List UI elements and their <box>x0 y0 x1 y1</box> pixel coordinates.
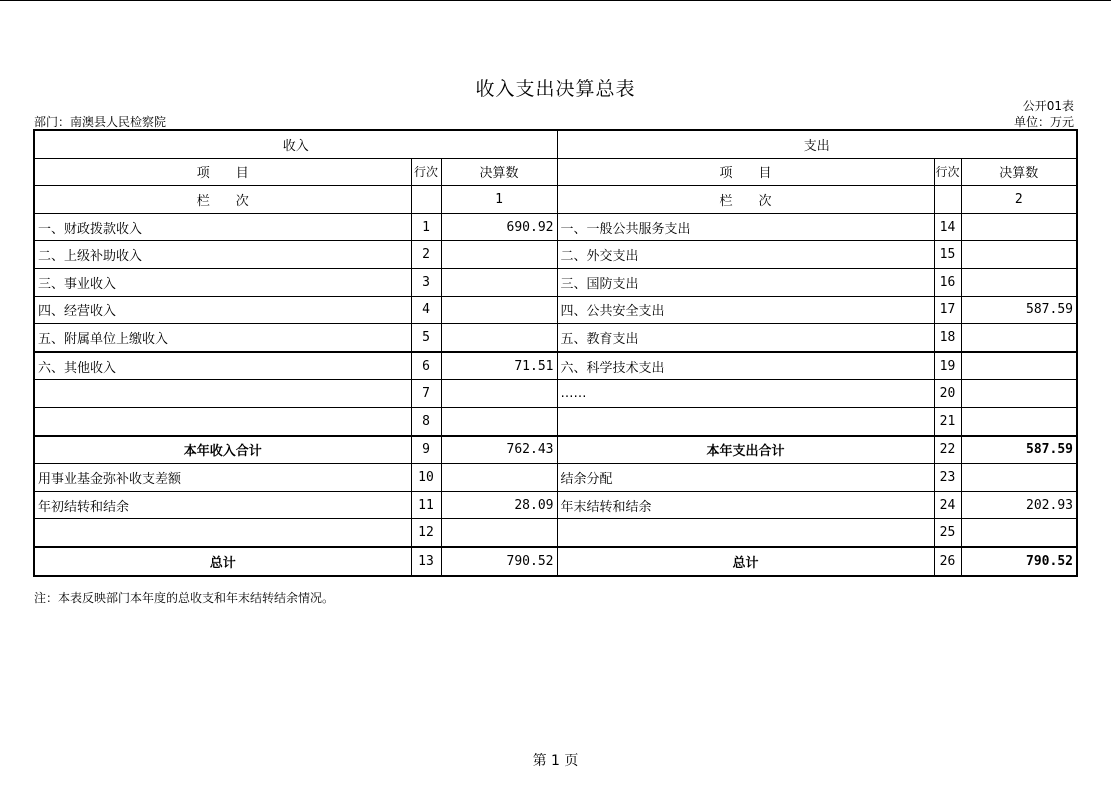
income-item-cell: 年初结转和结余 <box>34 491 411 519</box>
page-number: 第 1 页 <box>532 753 579 769</box>
footnote: 注：本表反映部门本年度的总收支和年末结转结余情况。 <box>34 591 335 605</box>
income-item-cell: 四、经营收入 <box>34 296 411 324</box>
income-expense-table <box>33 129 1078 577</box>
income-item-cell: 本年收入合计 <box>34 436 411 464</box>
income-amount-cell <box>441 241 557 269</box>
expense-item-cell: 四、公共安全支出 <box>557 296 934 324</box>
income-item-cell: 三、事业收入 <box>34 268 411 296</box>
expense-rowno-cell: 22 <box>934 436 961 464</box>
income-amount-header: 决算数 <box>441 158 557 186</box>
income-rowno-cell: 3 <box>411 268 441 296</box>
section-header-row <box>34 130 1077 158</box>
unit-label: 单位：万元 <box>1013 115 1074 129</box>
expense-item-cell: 结余分配 <box>557 464 934 492</box>
income-rowno-cell: 5 <box>411 324 441 352</box>
income-amount-cell <box>441 268 557 296</box>
income-rowno-cell: 2 <box>411 241 441 269</box>
expense-rowno-cell: 24 <box>934 491 961 519</box>
expense-item-cell: 本年支出合计 <box>557 436 934 464</box>
top-border-line <box>0 0 1111 1</box>
expense-item-cell: 二、外交支出 <box>557 241 934 269</box>
income-amount-cell: 71.51 <box>441 352 557 380</box>
expense-amount-cell: 587.59 <box>961 436 1077 464</box>
expense-item-header: 项 目 <box>557 158 934 186</box>
table-row <box>34 380 1077 408</box>
income-rowno-cell: 12 <box>411 519 441 547</box>
table-row <box>34 241 1077 269</box>
expense-amount-cell <box>961 380 1077 408</box>
income-rowno-cell: 8 <box>411 407 441 435</box>
table-body <box>34 213 1077 575</box>
report-title: 收入支出决算总表 <box>475 78 636 100</box>
income-rowno-header: 行次 <box>411 158 441 186</box>
expense-item-cell: 五、教育支出 <box>557 324 934 352</box>
expense-item-cell <box>557 519 934 547</box>
income-amount-cell <box>441 519 557 547</box>
income-item-cell: 六、其他收入 <box>34 352 411 380</box>
expense-column-number: 2 <box>961 186 1077 214</box>
income-item-header: 项 目 <box>34 158 411 186</box>
income-item-cell: 二、上级补助收入 <box>34 241 411 269</box>
income-item-cell <box>34 380 411 408</box>
income-rowno-cell: 10 <box>411 464 441 492</box>
expense-section-header: 支出 <box>557 130 1077 158</box>
expense-amount-cell <box>961 324 1077 352</box>
expense-amount-header: 决算数 <box>961 158 1077 186</box>
expense-amount-cell <box>961 241 1077 269</box>
expense-rowno-cell: 17 <box>934 296 961 324</box>
expense-rowno-cell: 25 <box>934 519 961 547</box>
table-row <box>34 547 1077 576</box>
income-rowno-cell: 4 <box>411 296 441 324</box>
expense-column-blank <box>934 186 961 214</box>
expense-rowno-cell: 19 <box>934 352 961 380</box>
income-column-label: 栏 次 <box>34 186 411 214</box>
income-amount-cell: 690.92 <box>441 213 557 241</box>
expense-amount-cell <box>961 352 1077 380</box>
expense-amount-cell <box>961 213 1077 241</box>
column-header-row <box>34 158 1077 186</box>
table-row <box>34 491 1077 519</box>
income-rowno-cell: 13 <box>411 547 441 576</box>
table-row <box>34 519 1077 547</box>
expense-rowno-header: 行次 <box>934 158 961 186</box>
expense-rowno-cell: 23 <box>934 464 961 492</box>
income-amount-cell: 762.43 <box>441 436 557 464</box>
expense-amount-cell: 790.52 <box>961 547 1077 576</box>
expense-item-cell: 三、国防支出 <box>557 268 934 296</box>
expense-rowno-cell: 26 <box>934 547 961 576</box>
income-section-header: 收入 <box>34 130 557 158</box>
income-rowno-cell: 7 <box>411 380 441 408</box>
expense-amount-cell <box>961 464 1077 492</box>
income-column-number: 1 <box>441 186 557 214</box>
table-row <box>34 268 1077 296</box>
department-label: 部门：南澳县人民检察院 <box>34 115 167 129</box>
table-row <box>34 324 1077 352</box>
table-row <box>34 213 1077 241</box>
table-row <box>34 296 1077 324</box>
expense-item-cell <box>557 407 934 435</box>
expense-rowno-cell: 18 <box>934 324 961 352</box>
income-rowno-cell: 6 <box>411 352 441 380</box>
income-item-cell <box>34 407 411 435</box>
table-row <box>34 436 1077 464</box>
income-amount-cell: 790.52 <box>441 547 557 576</box>
expense-rowno-cell: 21 <box>934 407 961 435</box>
table-row <box>34 407 1077 435</box>
expense-rowno-cell: 14 <box>934 213 961 241</box>
income-item-cell <box>34 519 411 547</box>
table-row <box>34 464 1077 492</box>
income-amount-cell <box>441 380 557 408</box>
expense-item-cell: 六、科学技术支出 <box>557 352 934 380</box>
income-amount-cell <box>441 407 557 435</box>
expense-amount-cell: 587.59 <box>961 296 1077 324</box>
income-rowno-cell: 1 <box>411 213 441 241</box>
expense-item-cell: 总计 <box>557 547 934 576</box>
expense-rowno-cell: 20 <box>934 380 961 408</box>
income-item-cell: 用事业基金弥补收支差额 <box>34 464 411 492</box>
expense-item-cell: …… <box>557 380 934 408</box>
income-amount-cell: 28.09 <box>441 491 557 519</box>
expense-item-cell: 一、一般公共服务支出 <box>557 213 934 241</box>
income-amount-cell <box>441 324 557 352</box>
expense-column-label: 栏 次 <box>557 186 934 214</box>
expense-amount-cell <box>961 268 1077 296</box>
expense-amount-cell <box>961 407 1077 435</box>
table-row <box>34 352 1077 380</box>
expense-item-cell: 年末结转和结余 <box>557 491 934 519</box>
income-item-cell: 一、财政拨款收入 <box>34 213 411 241</box>
expense-amount-cell <box>961 519 1077 547</box>
income-column-blank <box>411 186 441 214</box>
income-item-cell: 总计 <box>34 547 411 576</box>
income-rowno-cell: 11 <box>411 491 441 519</box>
income-amount-cell <box>441 464 557 492</box>
income-amount-cell <box>441 296 557 324</box>
expense-amount-cell: 202.93 <box>961 491 1077 519</box>
expense-rowno-cell: 16 <box>934 268 961 296</box>
expense-rowno-cell: 15 <box>934 241 961 269</box>
income-rowno-cell: 9 <box>411 436 441 464</box>
column-number-row <box>34 186 1077 214</box>
income-item-cell: 五、附属单位上缴收入 <box>34 324 411 352</box>
form-number: 公开01表 <box>1022 99 1074 113</box>
